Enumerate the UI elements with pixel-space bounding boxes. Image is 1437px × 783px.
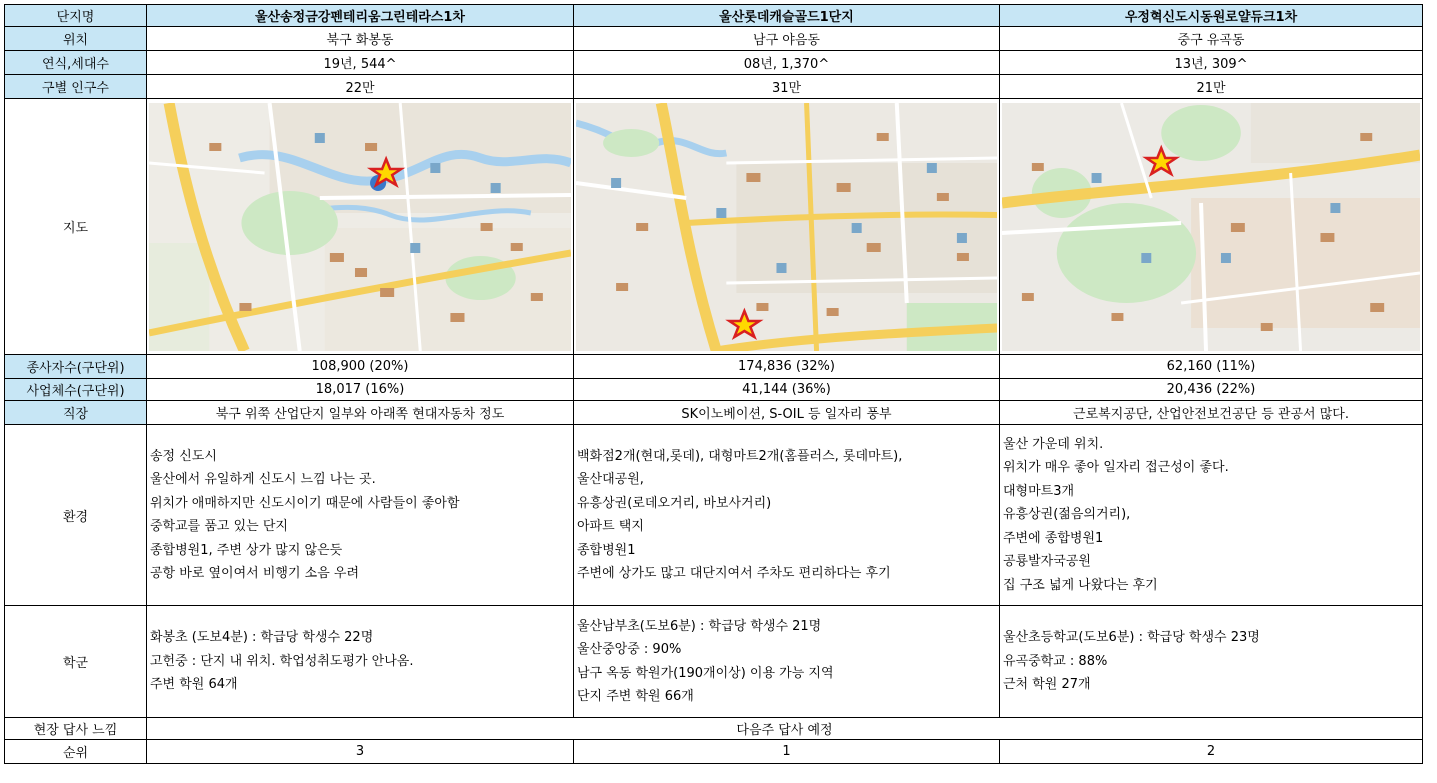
map-image-yugok	[1002, 103, 1420, 351]
map-cell[interactable]	[574, 99, 1000, 355]
row-label-environment[interactable]: 환경	[5, 425, 147, 606]
environment-line: 유흥상권(로데오거리, 바보사거리)	[577, 495, 772, 511]
complex-name-cell[interactable]: 울산롯데캐슬골드1단지	[574, 5, 1000, 27]
employees-cell[interactable]: 174,836 (32%)	[574, 355, 1000, 379]
population-cell[interactable]: 21만	[1000, 75, 1423, 99]
row-label-location[interactable]: 위치	[5, 27, 147, 51]
visit-cell[interactable]: 다음주 답사 예정	[147, 718, 1423, 740]
school-line: 근처 학원 27개	[1003, 677, 1091, 693]
map-cell[interactable]	[1000, 99, 1423, 355]
school-line: 울산중앙중 : 90%	[577, 642, 682, 657]
map-cell[interactable]	[147, 99, 574, 355]
environment-line: 주변에 종합병원1	[1003, 530, 1104, 546]
school-line: 화봉초 (도보4분) : 학급당 학생수 22명	[150, 630, 374, 646]
businesses-cell[interactable]: 41,144 (36%)	[574, 379, 1000, 401]
population-row	[5, 75, 1423, 99]
row-label-map[interactable]: 지도	[5, 99, 147, 355]
workplace-cell[interactable]: 근로복지공단, 산업안전보건공단 등 관공서 많다.	[1000, 401, 1423, 425]
employees-cell[interactable]: 108,900 (20%)	[147, 355, 574, 379]
environment-line: 중학교를 품고 있는 단지	[150, 519, 288, 534]
workplace-row	[5, 401, 1423, 425]
rank-cell[interactable]: 3	[147, 740, 574, 764]
environment-line: 종합병원1	[577, 542, 636, 558]
location-cell[interactable]: 북구 화봉동	[147, 27, 574, 51]
row-label-rank[interactable]: 순위	[5, 740, 147, 764]
row-label-year-units[interactable]: 연식,세대수	[5, 51, 147, 75]
school-line: 울산초등학교(도보6분) : 학급당 학생수 23명	[1003, 630, 1260, 646]
rank-row	[5, 740, 1423, 764]
header-label-cell[interactable]: 단지명	[5, 5, 147, 27]
location-cell[interactable]: 남구 야음동	[574, 27, 1000, 51]
school-line: 유곡중학교 : 88%	[1003, 653, 1108, 669]
row-label-workplace[interactable]: 직장	[5, 401, 147, 425]
school-line: 주변 학원 64개	[150, 677, 238, 693]
environment-line: 종합병원1, 주변 상가 많지 않은듯	[150, 542, 343, 558]
comparison-table	[4, 4, 1423, 764]
map-image-songjeong	[149, 103, 571, 351]
row-label-school[interactable]: 학군	[5, 606, 147, 718]
environment-line: 위치가 애매하지만 신도시이기 때문에 사람들이 좋아함	[150, 495, 460, 511]
workplace-cell[interactable]: SK이노베이션, S-OIL 등 일자리 풍부	[574, 401, 1000, 425]
header-row	[5, 5, 1423, 27]
workplace-cell[interactable]: 북구 위쭉 산업단지 일부와 아래쪽 현대자동차 정도	[147, 401, 574, 425]
year-units-cell[interactable]: 08년, 1,370^	[574, 51, 1000, 75]
population-cell[interactable]: 31만	[574, 75, 1000, 99]
employees-row	[5, 355, 1423, 379]
rank-cell[interactable]: 1	[574, 740, 1000, 764]
environment-row	[5, 425, 1423, 606]
environment-line: 공항 바로 옆이여서 비행기 소음 우려	[150, 566, 360, 581]
complex-name-cell[interactable]: 울산송정금강펜테리움그린테라스1차	[147, 5, 574, 27]
businesses-row	[5, 379, 1423, 401]
environment-line: 아파트 택지	[577, 519, 644, 534]
location-cell[interactable]: 중구 유곡동	[1000, 27, 1423, 51]
environment-line: 공룡발자국공원	[1003, 554, 1091, 570]
environment-cell[interactable]	[147, 425, 574, 606]
environment-line: 울산 가운데 위치.	[1003, 436, 1104, 452]
row-label-population[interactable]: 구별 인구수	[5, 75, 147, 99]
environment-line: 위치가 매우 좋아 일자리 접근성이 좋다.	[1003, 460, 1229, 476]
school-line: 남구 옥동 학원가(190개이상) 이용 가능 지역	[577, 665, 834, 681]
location-row	[5, 27, 1423, 51]
environment-cell[interactable]	[574, 425, 1000, 606]
school-row	[5, 606, 1423, 718]
population-cell[interactable]: 22만	[147, 75, 574, 99]
year-units-row	[5, 51, 1423, 75]
environment-cell[interactable]	[1000, 425, 1423, 606]
visit-row	[5, 718, 1423, 740]
school-line: 단지 주변 학원 66개	[577, 689, 694, 704]
complex-name-cell[interactable]: 우정혁신도시동원로얄듀크1차	[1000, 5, 1423, 27]
businesses-cell[interactable]: 18,017 (16%)	[147, 379, 574, 401]
school-cell[interactable]	[574, 606, 1000, 718]
school-line: 울산남부초(도보6분) : 학급당 학생수 21명	[577, 618, 822, 634]
map-row	[5, 99, 1423, 355]
map-image-yaeum	[576, 103, 997, 351]
rank-cell[interactable]: 2	[1000, 740, 1423, 764]
row-label-visit[interactable]: 현장 답사 느낌	[5, 718, 147, 740]
environment-line: 집 구조 넓게 나왔다는 후기	[1003, 577, 1158, 593]
environment-line: 대형마트3개	[1003, 483, 1075, 499]
year-units-cell[interactable]: 13년, 309^	[1000, 51, 1423, 75]
school-line: 고헌중 : 단지 내 위치. 학업성취도평가 안나옴.	[150, 653, 414, 669]
school-cell[interactable]	[147, 606, 574, 718]
year-units-cell[interactable]: 19년, 544^	[147, 51, 574, 75]
environment-line: 울산에서 유일하게 신도시 느낌 나는 곳.	[150, 472, 376, 487]
school-cell[interactable]	[1000, 606, 1423, 718]
businesses-cell[interactable]: 20,436 (22%)	[1000, 379, 1423, 401]
environment-line: 송정 신도시	[150, 448, 217, 464]
environment-line: 울산대공원,	[577, 472, 644, 487]
row-label-businesses[interactable]: 사업체수(구단위)	[5, 379, 147, 401]
environment-line: 백화점2개(현대,롯데), 대형마트2개(홈플러스, 롯데마트),	[577, 448, 903, 464]
environment-line: 유흥상권(젊음의거리),	[1003, 507, 1131, 523]
employees-cell[interactable]: 62,160 (11%)	[1000, 355, 1423, 379]
row-label-employees[interactable]: 종사자수(구단위)	[5, 355, 147, 379]
environment-line: 주변에 상가도 많고 대단지여서 주차도 편리하다는 후기	[577, 566, 891, 581]
